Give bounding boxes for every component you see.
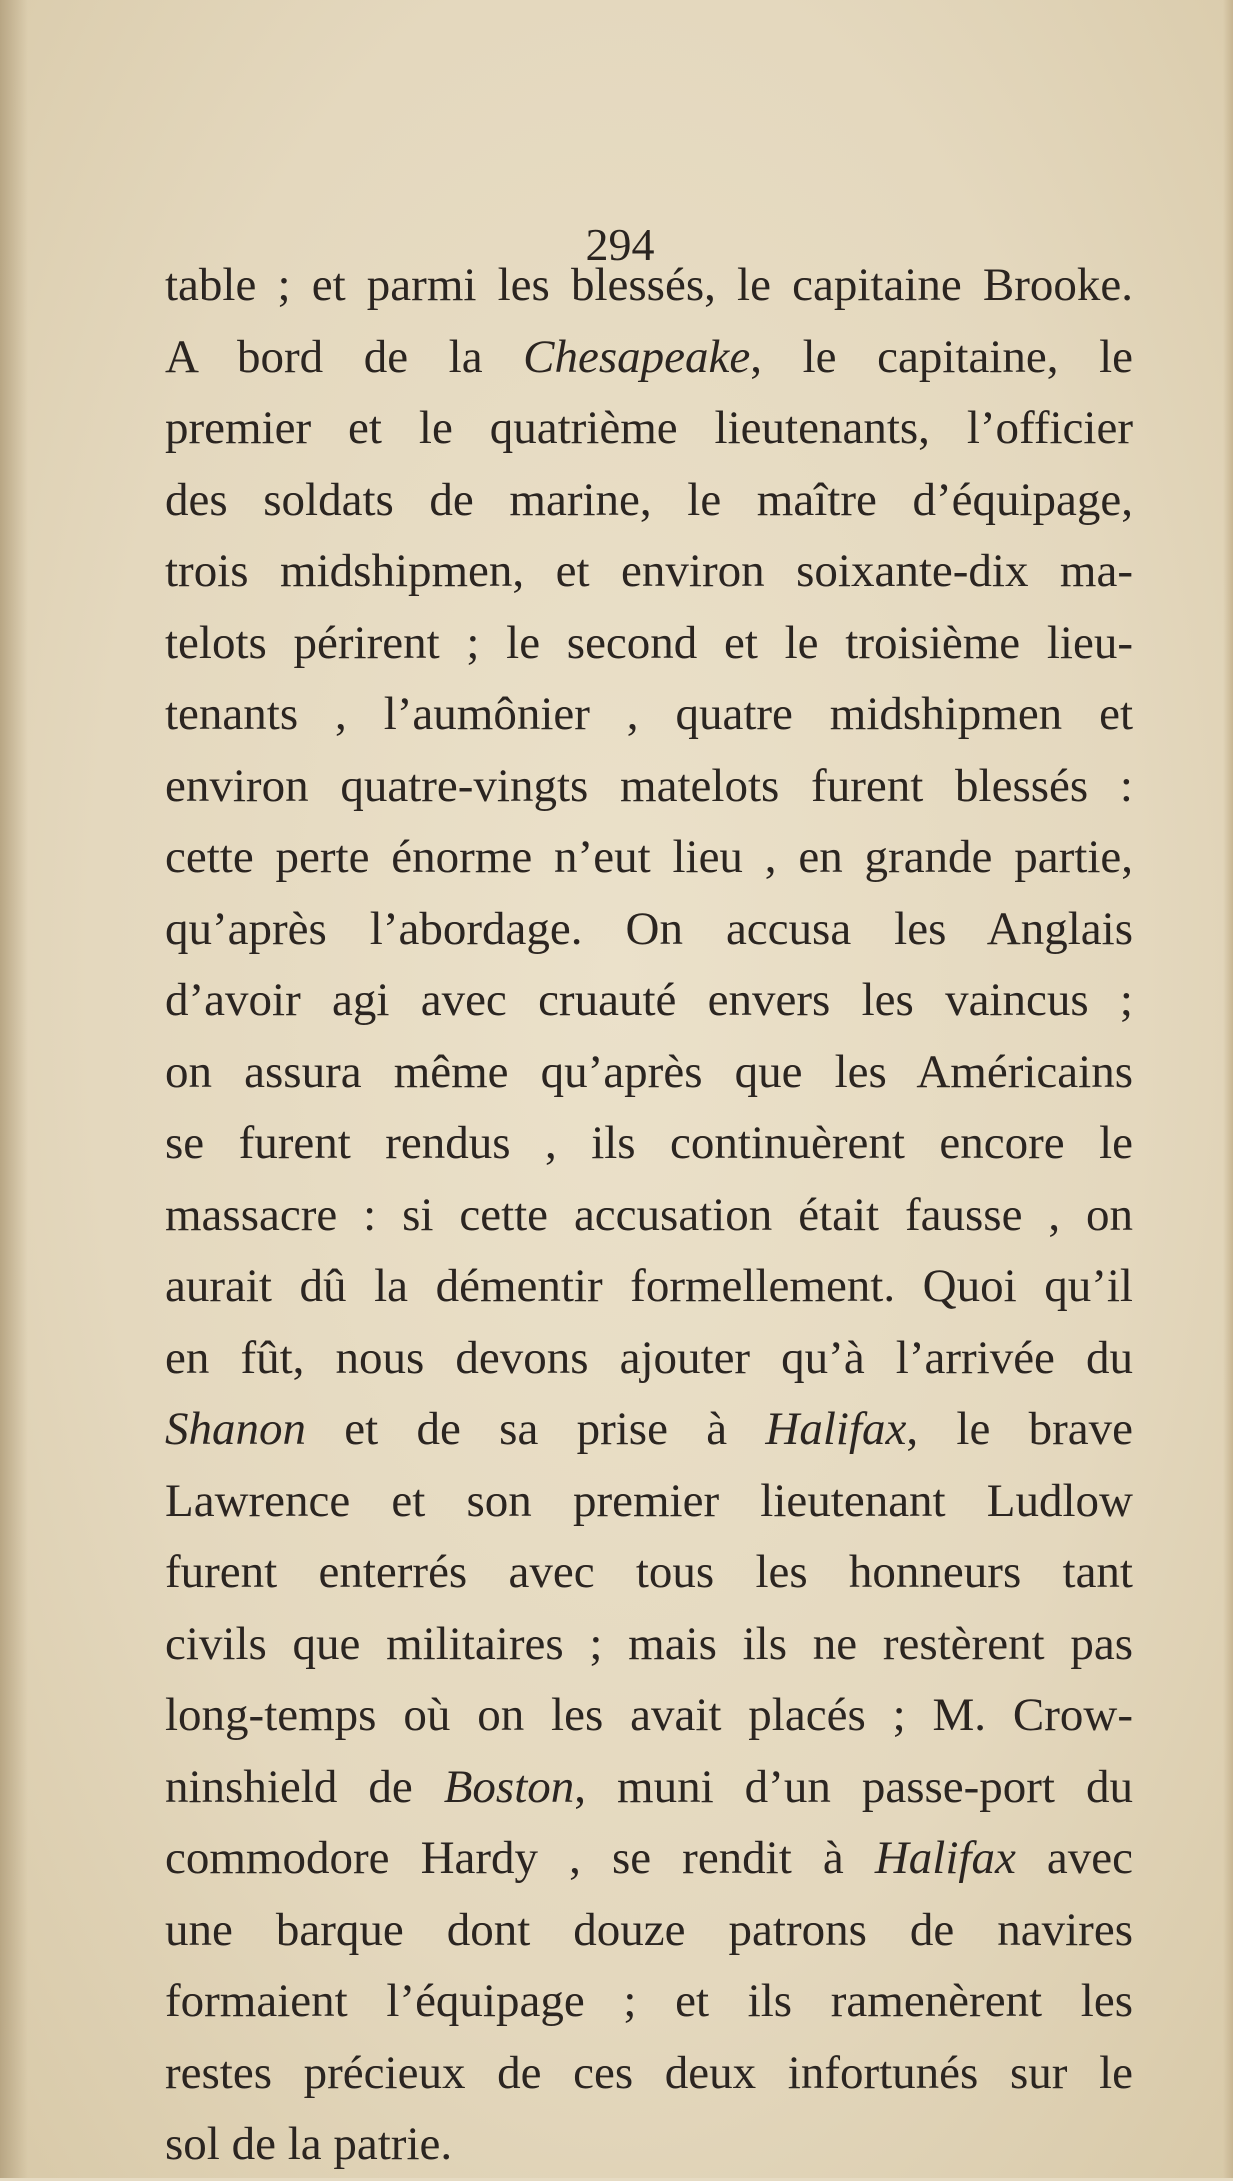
text-line: environ quatre-vingts matelots furent blessés :: [165, 759, 1133, 812]
text-line: d’avoir agi avec cruauté envers les vaincus ;: [165, 974, 1133, 1026]
page-edge: [1223, 0, 1233, 2178]
text-line: A bord de la Chesapeake, le capitaine, le: [165, 330, 1133, 383]
text-line: restes précieux de ces deux infortunés sur le: [165, 2046, 1133, 2099]
text-line: qu’après l’abordage. On accusa les Anglais: [165, 902, 1133, 955]
text-line: se furent rendus , ils continuèrent encore le: [165, 1117, 1133, 1169]
body-text: [165, 250, 1133, 2181]
text-line: sol de la patrie.: [165, 2118, 453, 2170]
italic-name: Halifax: [765, 1403, 907, 1455]
text-line: table ; et parmi les blessés, le capitaine Brooke.: [165, 259, 1133, 311]
text-line: telots périrent ; le second et le troisième lieu-: [165, 616, 1133, 669]
text-line: aurait dû la démentir formellement. Quoi qu’il: [165, 1260, 1133, 1312]
italic-name: Halifax: [874, 1832, 1016, 1884]
gutter-shadow: [0, 0, 28, 2178]
text-line: massacre : si cette accusation était fausse , on: [165, 1188, 1133, 1241]
text-line: furent enterrés avec tous les honneurs tant: [165, 1546, 1133, 1598]
text-line: trois midshipmen, et environ soixante-dix ma-: [165, 545, 1133, 597]
italic-name: Chesapeake: [523, 330, 751, 383]
text-line: tenants , l’aumônier , quatre midshipmen et: [165, 688, 1133, 740]
text-line: ninshield de Boston, muni d’un passe-port du: [165, 1760, 1133, 1813]
italic-name: Boston: [443, 1760, 575, 1813]
text-line: on assura même qu’après que les Américains: [165, 1045, 1133, 1098]
text-line: civils que militaires ; mais ils ne restèrent pas: [165, 1617, 1133, 1670]
text-line: Lawrence et son premier lieutenant Ludlow: [165, 1474, 1133, 1527]
text-line: en fût, nous devons ajouter qu’à l’arrivée du: [165, 1331, 1133, 1384]
text-line: des soldats de marine, le maître d’équipage,: [165, 473, 1133, 526]
page-number: 294: [585, 219, 655, 270]
text-line: Shanon et de sa prise à Halifax, le brave: [165, 1403, 1133, 1455]
text-line: une barque dont douze patrons de navires: [165, 1903, 1133, 1956]
text-line: long-temps où on les avait placés ; M. Crow-: [165, 1689, 1133, 1741]
text-line: commodore Hardy , se rendit à Halifax avec: [165, 1832, 1133, 1884]
italic-name: Shanon: [165, 1403, 306, 1455]
text-line: cette perte énorme n’eut lieu , en grande partie,: [165, 831, 1133, 883]
text-line: premier et le quatrième lieutenants, l’officier: [165, 402, 1133, 454]
text-line: formaient l’équipage ; et ils ramenèrent les: [165, 1975, 1133, 2027]
